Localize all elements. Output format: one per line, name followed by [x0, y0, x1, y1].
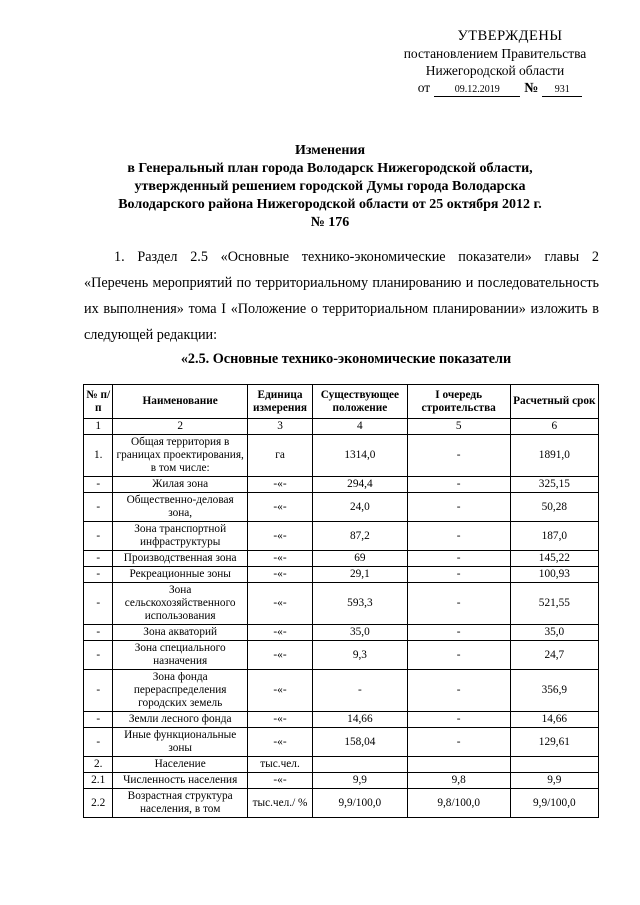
- approval-line-2: Нижегородской области: [425, 63, 565, 78]
- approval-from-label: от: [417, 80, 431, 95]
- row-first-stage: -: [407, 670, 510, 712]
- row-target: 521,55: [510, 583, 598, 625]
- header-target: Расчетный срок: [510, 385, 598, 419]
- row-existing: 14,66: [313, 712, 408, 728]
- row-name: Жилая зона: [113, 477, 248, 493]
- row-first-stage: -: [407, 567, 510, 583]
- row-existing: 9,9/100,0: [313, 789, 408, 818]
- column-number: 5: [407, 419, 510, 435]
- row-number: -: [84, 583, 113, 625]
- title-line-3: утвержденный решением городской Думы города Володарска: [134, 179, 526, 194]
- row-unit: -«-: [247, 641, 312, 670]
- row-number: -: [84, 670, 113, 712]
- column-number-row: [84, 419, 599, 435]
- column-number: 4: [313, 419, 408, 435]
- row-unit: -«-: [247, 477, 312, 493]
- header-existing: Существующее положение: [313, 385, 408, 419]
- row-target: 356,9: [510, 670, 598, 712]
- row-name: Общественно-деловая зона,: [113, 493, 248, 522]
- row-target: 9,9: [510, 773, 598, 789]
- row-number: -: [84, 551, 113, 567]
- row-target: 325,15: [510, 477, 598, 493]
- table-row: [84, 435, 599, 477]
- row-target: 14,66: [510, 712, 598, 728]
- row-number: -: [84, 493, 113, 522]
- row-unit: -«-: [247, 567, 312, 583]
- table-row: [84, 670, 599, 712]
- column-number: 3: [247, 419, 312, 435]
- row-first-stage: -: [407, 712, 510, 728]
- row-target: 24,7: [510, 641, 598, 670]
- body-paragraph: [84, 244, 599, 348]
- approval-heading: УТВЕРЖДЕНЫ: [457, 28, 563, 44]
- row-target: 100,93: [510, 567, 598, 583]
- row-name: Зона фонда перераспределения городских земель: [113, 670, 248, 712]
- row-first-stage: -: [407, 477, 510, 493]
- row-name: Иные функциональные зоны: [113, 728, 248, 757]
- row-unit: -«-: [247, 583, 312, 625]
- row-existing: 294,4: [313, 477, 408, 493]
- table-row: [84, 583, 599, 625]
- document-title: [60, 142, 600, 232]
- approval-block: [380, 28, 610, 97]
- approval-line-1: постановлением Правительства: [403, 46, 587, 61]
- row-name: Рекреационные зоны: [113, 567, 248, 583]
- row-number: 2.: [84, 757, 113, 773]
- row-existing: -: [313, 670, 408, 712]
- row-target: 1891,0: [510, 435, 598, 477]
- row-first-stage: -: [407, 583, 510, 625]
- row-name: Численность населения: [113, 773, 248, 789]
- header-unit: Единица измерения: [247, 385, 312, 419]
- row-existing: 29,1: [313, 567, 408, 583]
- table-row: [84, 789, 599, 818]
- table-row: [84, 493, 599, 522]
- approval-number-sign: №: [524, 81, 539, 96]
- row-unit: га: [247, 435, 312, 477]
- row-first-stage: -: [407, 435, 510, 477]
- approval-date-line: [380, 79, 610, 97]
- row-name: Население: [113, 757, 248, 773]
- row-number: -: [84, 712, 113, 728]
- table-row: [84, 757, 599, 773]
- table-row: [84, 551, 599, 567]
- row-unit: -«-: [247, 493, 312, 522]
- row-target: 187,0: [510, 522, 598, 551]
- row-existing: 35,0: [313, 625, 408, 641]
- row-unit: -«-: [247, 712, 312, 728]
- row-number: -: [84, 477, 113, 493]
- row-number: 1.: [84, 435, 113, 477]
- row-target: 129,61: [510, 728, 598, 757]
- row-first-stage: -: [407, 625, 510, 641]
- header-first-stage: I очередь строительства: [407, 385, 510, 419]
- body-paragraph-text: 1. Раздел 2.5 «Основные технико-экономические показатели» главы 2 «Перечень мероприятий по территориальному планированию и последовательность их выполнения» тома I «Положение о территориальном планировании» изложить в следующей редакции:: [84, 249, 599, 343]
- row-first-stage: -: [407, 641, 510, 670]
- section-title: «2.5. Основные технико-экономические показатели: [180, 351, 512, 367]
- row-unit: -«-: [247, 670, 312, 712]
- row-existing: 24,0: [313, 493, 408, 522]
- title-line-1: Изменения: [294, 143, 366, 158]
- row-first-stage: -: [407, 522, 510, 551]
- table-body: [84, 435, 599, 818]
- row-existing: 9,9: [313, 773, 408, 789]
- row-name: Зона транспортной инфраструктуры: [113, 522, 248, 551]
- table-row: [84, 625, 599, 641]
- header-number: № п/п: [84, 385, 113, 419]
- row-existing: 69: [313, 551, 408, 567]
- row-name: Производственная зона: [113, 551, 248, 567]
- row-existing: 9,3: [313, 641, 408, 670]
- row-name: Зона специального назначения: [113, 641, 248, 670]
- row-target: 50,28: [510, 493, 598, 522]
- table-row: [84, 712, 599, 728]
- row-number: 2.2: [84, 789, 113, 818]
- table-row: [84, 477, 599, 493]
- row-first-stage: 9,8: [407, 773, 510, 789]
- row-number: -: [84, 567, 113, 583]
- header-name: Наименование: [113, 385, 248, 419]
- table-row: [84, 522, 599, 551]
- row-first-stage: [407, 757, 510, 773]
- row-name: Общая территория в границах проектирования, в том числе:: [113, 435, 248, 477]
- title-line-4: Володарского района Нижегородской области от 25 октября 2012 г.: [118, 197, 542, 212]
- row-number: -: [84, 641, 113, 670]
- column-number: 2: [113, 419, 248, 435]
- row-existing: 158,04: [313, 728, 408, 757]
- row-unit: -«-: [247, 625, 312, 641]
- title-line-2: в Генеральный план города Володарск Нижегородской области,: [127, 161, 533, 176]
- row-unit: -«-: [247, 522, 312, 551]
- row-number: -: [84, 728, 113, 757]
- row-target: 35,0: [510, 625, 598, 641]
- table-row: [84, 728, 599, 757]
- column-number: 1: [84, 419, 113, 435]
- row-name: Зона сельскохозяйственного использования: [113, 583, 248, 625]
- row-number: -: [84, 625, 113, 641]
- row-unit: -«-: [247, 728, 312, 757]
- row-existing: 87,2: [313, 522, 408, 551]
- title-line-5: № 176: [310, 215, 350, 230]
- row-unit: -«-: [247, 773, 312, 789]
- row-number: -: [84, 522, 113, 551]
- table-row: [84, 773, 599, 789]
- table-row: [84, 641, 599, 670]
- row-first-stage: -: [407, 551, 510, 567]
- row-target: 145,22: [510, 551, 598, 567]
- table-row: [84, 567, 599, 583]
- row-target: [510, 757, 598, 773]
- approval-number: 931: [542, 84, 582, 97]
- row-unit: -«-: [247, 551, 312, 567]
- row-first-stage: -: [407, 493, 510, 522]
- row-name: Возрастная структура населения, в том: [113, 789, 248, 818]
- row-unit: тыс.чел.: [247, 757, 312, 773]
- row-first-stage: 9,8/100,0: [407, 789, 510, 818]
- row-existing: 1314,0: [313, 435, 408, 477]
- column-number: 6: [510, 419, 598, 435]
- row-unit: тыс.чел./ %: [247, 789, 312, 818]
- approval-date: 09.12.2019: [434, 84, 520, 97]
- row-first-stage: -: [407, 728, 510, 757]
- indicators-table: [83, 384, 599, 818]
- row-name: Земли лесного фонда: [113, 712, 248, 728]
- row-target: 9,9/100,0: [510, 789, 598, 818]
- row-name: Зона акваторий: [113, 625, 248, 641]
- row-existing: [313, 757, 408, 773]
- row-number: 2.1: [84, 773, 113, 789]
- row-existing: 593,3: [313, 583, 408, 625]
- table-header-row: [84, 385, 599, 419]
